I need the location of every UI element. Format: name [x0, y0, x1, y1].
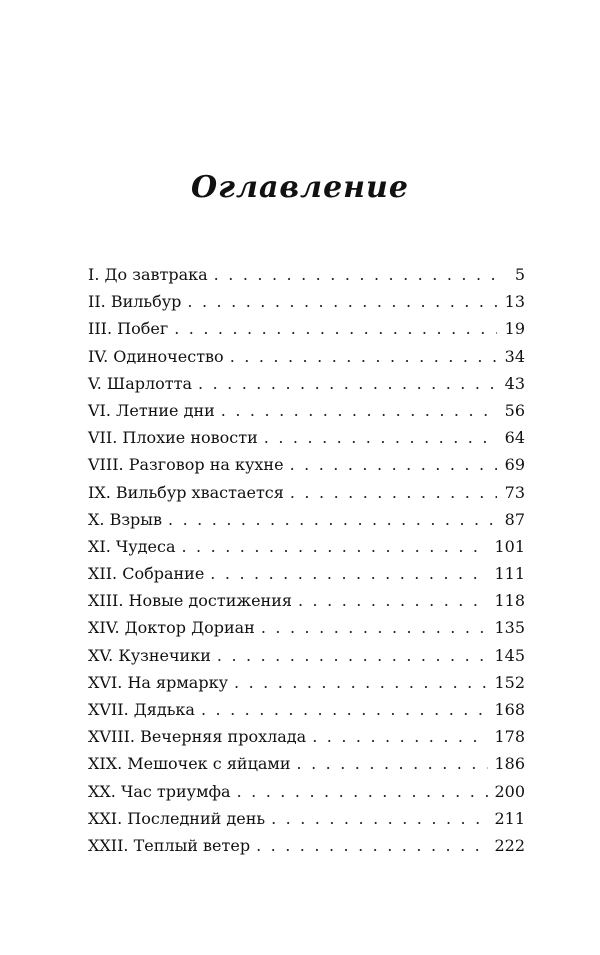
toc-entry-label: XXI. Последний день: [88, 808, 266, 828]
toc-entry: [88, 424, 525, 451]
dot-leader: [264, 424, 497, 451]
page-title: Оглавление: [191, 170, 409, 206]
dot-leader: [230, 343, 497, 370]
toc-entry-label: VIII. Разговор на кухне: [88, 455, 284, 475]
dot-leader: [312, 723, 488, 750]
toc-entry: [88, 343, 525, 370]
dot-leader: [168, 506, 497, 533]
toc-entry: [88, 315, 525, 342]
toc-entry-page: 186: [494, 754, 525, 774]
toc-entry: [88, 560, 525, 587]
toc-entry-page: 19: [504, 319, 525, 339]
table-of-contents: [88, 261, 525, 859]
toc-entry-label: IV. Одиночество: [88, 346, 224, 366]
toc-entry-label: XIX. Мешочек с яйцами: [88, 754, 291, 774]
toc-entry-label: II. Вильбур: [88, 292, 182, 312]
toc-entry-page: 135: [494, 618, 525, 638]
toc-entry-label: I. До завтрака: [88, 265, 208, 284]
toc-entry-page: 222: [494, 835, 525, 855]
toc-entry: [88, 451, 525, 478]
toc-entry-label: XXII. Теплый ветер: [88, 835, 251, 855]
toc-entry: [88, 614, 525, 641]
toc-entry: [88, 397, 525, 424]
toc-entry: [88, 778, 525, 805]
toc-entry-page: 111: [494, 564, 525, 584]
toc-entry-label: XIV. Доктор Дориан: [88, 618, 255, 638]
toc-entry-page: 118: [494, 591, 525, 611]
toc-entry-page: 56: [504, 400, 525, 420]
toc-entry-label: VI. Летние дни: [88, 400, 215, 420]
toc-entry-page: 101: [494, 536, 525, 556]
toc-entry-label: XX. Час триумфа: [88, 781, 231, 801]
toc-entry-label: XVI. На ярмарку: [88, 672, 228, 692]
toc-entry-page: 64: [504, 428, 525, 448]
toc-entry-label: IX. Вильбур хвастается: [88, 482, 284, 502]
toc-entry: [88, 805, 525, 832]
dot-leader: [187, 288, 497, 315]
dot-leader: [297, 750, 489, 777]
toc-entry-page: 211: [494, 808, 525, 828]
toc-entry: [88, 370, 525, 397]
toc-entry: [88, 479, 525, 506]
dot-leader: [217, 642, 489, 669]
toc-entry: [88, 506, 525, 533]
dot-leader: [174, 315, 497, 342]
toc-entry: [88, 696, 525, 723]
dot-leader: [237, 778, 489, 805]
toc-entry: [88, 533, 525, 560]
toc-entry-page: 34: [504, 346, 525, 366]
toc-entry: [88, 750, 525, 777]
dot-leader: [298, 587, 488, 614]
toc-entry-page: 200: [494, 781, 525, 801]
toc-entry-label: XIII. Новые достижения: [88, 591, 292, 611]
toc-entry: [88, 288, 525, 315]
toc-entry: [88, 587, 525, 614]
toc-entry-label: V. Шарлотта: [88, 373, 193, 393]
toc-entry-page: 168: [494, 700, 525, 719]
dot-leader: [234, 669, 488, 696]
toc-entry-page: 69: [504, 455, 525, 475]
toc-entry-page: 178: [494, 727, 525, 747]
toc-entry-label: X. Взрыв: [88, 509, 163, 529]
dot-leader: [261, 614, 489, 641]
dot-leader: [210, 560, 488, 587]
toc-entry-page: 13: [504, 292, 525, 312]
dot-leader: [221, 397, 497, 424]
toc-entry-label: VII. Плохие новости: [88, 428, 258, 448]
dot-leader: [290, 479, 497, 506]
toc-entry-page: 5: [514, 265, 525, 284]
toc-entry-page: 73: [504, 482, 525, 502]
toc-entry-label: XVIII. Вечерняя прохлада: [88, 727, 307, 747]
toc-entry-page: 43: [504, 373, 525, 393]
dot-leader: [290, 451, 497, 478]
toc-entry: [88, 723, 525, 750]
toc-entry: [88, 261, 525, 288]
dot-leader: [201, 696, 488, 723]
toc-entry-label: XII. Собрание: [88, 564, 205, 584]
toc-entry: [88, 669, 525, 696]
toc-entry: [88, 832, 525, 859]
dot-leader: [214, 261, 497, 288]
toc-entry-label: XI. Чудеса: [88, 536, 176, 556]
dot-leader: [198, 370, 497, 397]
dot-leader: [181, 533, 488, 560]
dot-leader: [256, 832, 488, 859]
toc-entry-page: 145: [494, 645, 525, 665]
toc-entry-label: XV. Кузнечики: [88, 645, 211, 665]
toc-entry-page: 87: [504, 509, 525, 529]
toc-entry-label: III. Побег: [88, 319, 169, 339]
dot-leader: [271, 805, 488, 832]
toc-entry-page: 152: [494, 672, 525, 692]
toc-entry: [88, 642, 525, 669]
toc-entry-label: XVII. Дядька: [88, 700, 195, 719]
